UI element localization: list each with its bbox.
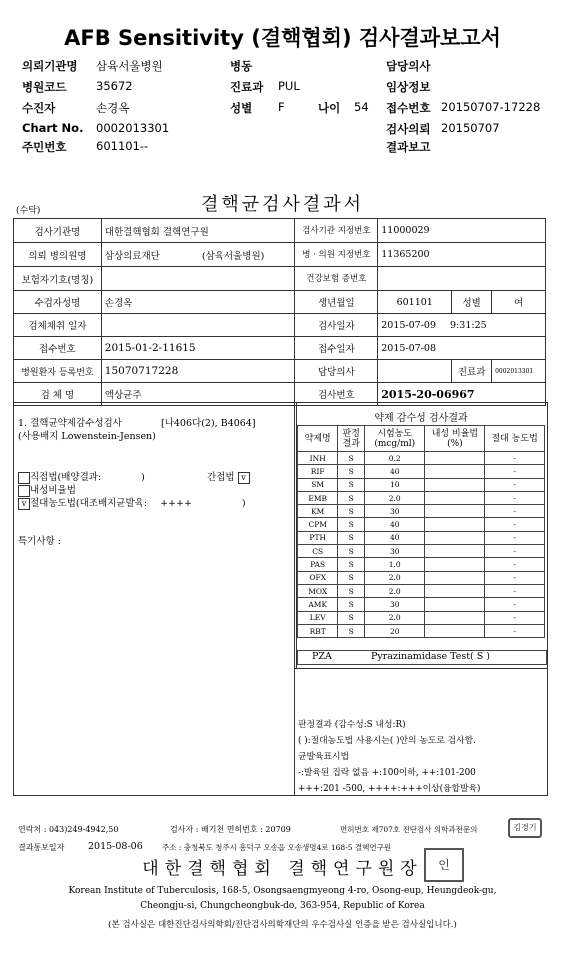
drug-cell: CPM (298, 518, 338, 531)
drug-cell: S (338, 558, 365, 571)
opt-absolute-close: ) (241, 498, 246, 509)
opt-absolute (18, 495, 246, 510)
value-hospital-code: 35672 (96, 79, 133, 93)
drug-cell: AMK (298, 598, 338, 611)
opt-direct-label: 직접법(배양결과: (30, 472, 102, 483)
method-line1: 1. 결핵균약제감수성검사 (18, 418, 122, 429)
birth-label: 생년월일 (295, 291, 378, 314)
drug-cell (425, 611, 485, 624)
testdate-cell (378, 314, 546, 337)
drug-cell (425, 518, 485, 531)
drug-row (298, 611, 545, 624)
drug-cell: S (338, 531, 365, 544)
collect-value (101, 314, 295, 337)
drug-cell (425, 465, 485, 478)
testdate-label: 검사일자 (295, 314, 378, 337)
drug-row (298, 505, 545, 518)
drug-cell: - (485, 478, 545, 491)
req-value2: (삼육서울병원) (201, 250, 265, 262)
value-requester: 삼육서울병원 (96, 59, 163, 73)
testno-label: 검사번호 (295, 383, 378, 406)
drug-cell (425, 624, 485, 637)
drug-cell: OFX (298, 571, 338, 584)
sex-label: 성별 (452, 291, 492, 314)
label-resident-no: 주민번호 (22, 140, 67, 154)
value-chart-no: 0002013301 (96, 121, 170, 135)
value-receipt-no: 20150707-17228 (441, 100, 541, 114)
label-request-date: 검사의뢰 (386, 122, 431, 136)
drug-row (298, 465, 545, 478)
opt-absolute-growth: ++++ (160, 498, 192, 509)
legend-l2: ( ):절대농도법 사용시는( )안의 농도로 검사함. (298, 736, 476, 746)
testdate-value: 2015-07-09 (381, 319, 437, 331)
notice-label: 결과통보일자 (18, 843, 65, 852)
report-title: AFB Sensitivity (결핵협회) 검사결과보고서 (64, 26, 501, 50)
drug-cell: S (338, 584, 365, 597)
drug-cell: 40 (364, 518, 424, 531)
drug-cell: S (338, 518, 365, 531)
collect-label: 검체채취 일자 (14, 314, 102, 337)
pza-value: Pyrazinamidase Test( S ) (371, 651, 490, 662)
value-dept: PUL (278, 79, 300, 93)
drug-cell: MOX (298, 584, 338, 597)
drug-cell (425, 491, 485, 504)
label-hospital-code: 병원코드 (22, 80, 67, 94)
drug-cell: RBT (298, 624, 338, 637)
specimen-label: 검 체 명 (14, 383, 102, 406)
value-age: 54 (354, 100, 369, 114)
health-value (378, 267, 546, 291)
drug-cell: 1.0 (364, 558, 424, 571)
drug-row (298, 558, 545, 571)
drug-row (298, 624, 545, 637)
drug-header-absolute: 절대 농도법 (485, 426, 545, 452)
drug-cell: - (485, 584, 545, 597)
drug-cell (425, 478, 485, 491)
req-value-cell (101, 243, 295, 267)
value-resident-no: 601101-- (96, 139, 149, 153)
inst-no-label: 검사기관 지정번호 (295, 219, 378, 243)
corner-tag: (수탁) (16, 206, 41, 216)
notice-date: 2015-08-06 (88, 841, 143, 852)
drug-row (298, 478, 545, 491)
legend-box (294, 668, 548, 796)
label-patient: 수진자 (22, 101, 56, 115)
legend-l1: 판정결과 (감수성:S 내성:R) (298, 720, 406, 730)
drug-cell: - (485, 491, 545, 504)
indirect-checkbox: v (238, 472, 250, 484)
hospno-label: 병원환자 등록번호 (14, 360, 102, 383)
drug-cell: - (485, 624, 545, 637)
drug-cell: PAS (298, 558, 338, 571)
drug-row (298, 452, 545, 465)
drug-cell: 20 (364, 624, 424, 637)
drug-cell: 2.0 (364, 571, 424, 584)
drug-cell: S (338, 505, 365, 518)
doc-title: 결핵균검사결과서 (200, 194, 365, 215)
drug-cell: 30 (364, 545, 424, 558)
drug-row (298, 571, 545, 584)
drug-table (297, 425, 545, 638)
drug-cell: S (338, 571, 365, 584)
drug-cell: - (485, 465, 545, 478)
inst-label: 검사기관명 (14, 219, 102, 243)
label-receipt-no: 접수번호 (386, 101, 431, 115)
drug-cell: S (338, 624, 365, 637)
drug-cell: - (485, 452, 545, 465)
testtime-value: 9:31:25 (450, 319, 487, 331)
label-requester: 의뢰기관명 (22, 59, 78, 73)
drug-cell: 10 (364, 478, 424, 491)
drug-cell (425, 452, 485, 465)
req-value: 삼상의료재단 (104, 250, 160, 262)
drug-cell (425, 545, 485, 558)
opt-ratio-label: 내성비율법 (30, 485, 76, 496)
drug-cell: S (338, 491, 365, 504)
institute-seal: 인 (424, 848, 464, 882)
eng-address-2: Cheongju-si, Chungcheongbuk-do, 363-954, Republic of Korea (140, 901, 425, 911)
req-label: 의뢰 병의원명 (14, 243, 102, 267)
drug-cell (425, 505, 485, 518)
subj-value: 손경옥 (101, 291, 295, 314)
label-ward: 병동 (230, 59, 253, 73)
drug-cell (425, 598, 485, 611)
drug-cell: 0.2 (364, 452, 424, 465)
req-no-value: 11365200 (378, 243, 546, 267)
inst-value: 대한결핵협회 결핵연구원 (101, 219, 295, 243)
recvdate-label: 접수일자 (295, 337, 378, 360)
drug-cell: EMB (298, 491, 338, 504)
drug-cell: 2.0 (364, 491, 424, 504)
value-patient: 손경옥 (96, 101, 130, 115)
drug-caption: 약제 감수성 검사결과 (374, 413, 468, 424)
dept-value: 0002013301 (492, 360, 546, 383)
pza-row (297, 650, 547, 665)
drug-row (298, 598, 545, 611)
cert-note: (본 검사실은 대한진단검사의학회/진단검사의학재단의 우수검사실 인증을 받은 검사실입니다.) (108, 920, 457, 930)
drug-cell: - (485, 558, 545, 571)
birth-value: 601101 (378, 291, 452, 314)
ins-label: 보험자기호(명칭) (14, 267, 102, 291)
drug-header-result: 판정 결과 (338, 426, 365, 452)
drug-cell: 40 (364, 465, 424, 478)
inst-no-value: 11000029 (378, 219, 546, 243)
label-age: 나이 (318, 101, 341, 115)
opt-absolute-label: 절대농도법(대조배지균발육: (30, 498, 148, 509)
drug-cell: S (338, 598, 365, 611)
opt-indirect-label: 간접법 (207, 472, 235, 483)
opt-direct-close: ) (141, 472, 145, 483)
testno-value: 2015-20-06967 (378, 383, 546, 406)
drug-cell: RIF (298, 465, 338, 478)
doctor-seal: 김경기 (508, 818, 542, 838)
drug-row (298, 491, 545, 504)
drug-cell: PTH (298, 531, 338, 544)
drug-cell: INH (298, 452, 338, 465)
label-sex: 성별 (230, 101, 253, 115)
drug-header-conc: 시험농도 (mcg/ml) (364, 426, 424, 452)
label-doctor: 담당의사 (386, 59, 431, 73)
hospno-value: 15070717228 (101, 360, 295, 383)
receipt-value: 2015-01-2-11615 (101, 337, 295, 360)
label-result-report: 결과보고 (386, 140, 431, 154)
drug-cell: 2.0 (364, 584, 424, 597)
footer-examiner: 검사자 : 배기천 면허번호 : 20709 (170, 825, 291, 834)
drug-cell (425, 558, 485, 571)
drug-row (298, 531, 545, 544)
drug-cell: - (485, 598, 545, 611)
doctor-label: 담당의사 (295, 360, 378, 383)
remarks-label: 특기사항 : (18, 536, 61, 547)
drug-cell: S (338, 478, 365, 491)
drug-cell: - (485, 518, 545, 531)
drug-cell: S (338, 545, 365, 558)
subj-label: 수검자성명 (14, 291, 102, 314)
drug-cell (425, 571, 485, 584)
drug-row (298, 545, 545, 558)
method-panel (13, 402, 297, 796)
drug-row (298, 584, 545, 597)
drug-cell: S (338, 465, 365, 478)
drug-cell: 30 (364, 598, 424, 611)
drug-cell: - (485, 571, 545, 584)
scanned-result-document (0, 168, 565, 960)
recvdate-value: 2015-07-08 (378, 337, 546, 360)
drug-cell: LEV (298, 611, 338, 624)
drug-cell (425, 584, 485, 597)
drug-cell: - (485, 531, 545, 544)
doctor-value (378, 360, 452, 383)
drug-cell: KM (298, 505, 338, 518)
health-label: 건강보험 증번호 (295, 267, 378, 291)
legend-l5: +++:201 -500, ++++:+++이상(융합발육) (298, 784, 481, 794)
patient-info-table (13, 218, 546, 406)
opt-indirect (207, 469, 250, 484)
drug-row (298, 518, 545, 531)
eng-address-1: Korean Institute of Tuberculosis, 168-5, Osongsaengmyeong 4-ro, Osong-eup, Heungdeok-gu, (68, 886, 497, 896)
method-code: [나406다(2), B4064] (161, 418, 256, 429)
value-request-date: 20150707 (441, 121, 500, 135)
drug-cell: - (485, 545, 545, 558)
drug-cell: 2.0 (364, 611, 424, 624)
req-no-label: 병 · 의원 지정번호 (295, 243, 378, 267)
drug-cell: - (485, 505, 545, 518)
drug-cell (425, 531, 485, 544)
legend-l4: -:발육된 집락 없음 +:100이하, ++:101-200 (298, 768, 476, 778)
pza-label: PZA (312, 651, 332, 662)
receipt-label: 접수번호 (14, 337, 102, 360)
drug-cell: S (338, 611, 365, 624)
method-line2: (사용배지 Lowenstein-Jensen) (18, 431, 156, 442)
footer-address: 주소 : 충청북도 청주시 흥덕구 오송읍 오송생명4로 168-5 결핵연구원 (162, 843, 392, 852)
legend-l3: 균발육표시법 (298, 752, 349, 762)
absolute-checkbox: v (18, 498, 30, 510)
dept-label: 진료과 (452, 360, 492, 383)
specimen-value: 액상균주 (101, 383, 295, 406)
drug-header-name: 약제명 (298, 426, 338, 452)
drug-header-ratio: 내성 비율법(%) (425, 426, 485, 452)
footer-contact: 연락처 : 043)249-4942,50 (18, 825, 119, 834)
drug-cell: 30 (364, 505, 424, 518)
sex-value: 여 (492, 291, 546, 314)
drug-cell: CS (298, 545, 338, 558)
value-sex: F (278, 100, 285, 114)
drug-cell: 40 (364, 531, 424, 544)
label-chart-no: Chart No. (22, 121, 84, 135)
institute-name: 대한결핵협회 결핵연구원장 (142, 859, 423, 879)
drug-cell: S (338, 452, 365, 465)
drug-cell: - (485, 611, 545, 624)
label-clinical-info: 임상정보 (386, 80, 431, 94)
label-dept: 진료과 (230, 80, 264, 94)
ins-value (101, 267, 295, 291)
footer-license: 면허번호 제707호 진단검사 의학과전문의 (340, 825, 478, 834)
drug-cell: SM (298, 478, 338, 491)
